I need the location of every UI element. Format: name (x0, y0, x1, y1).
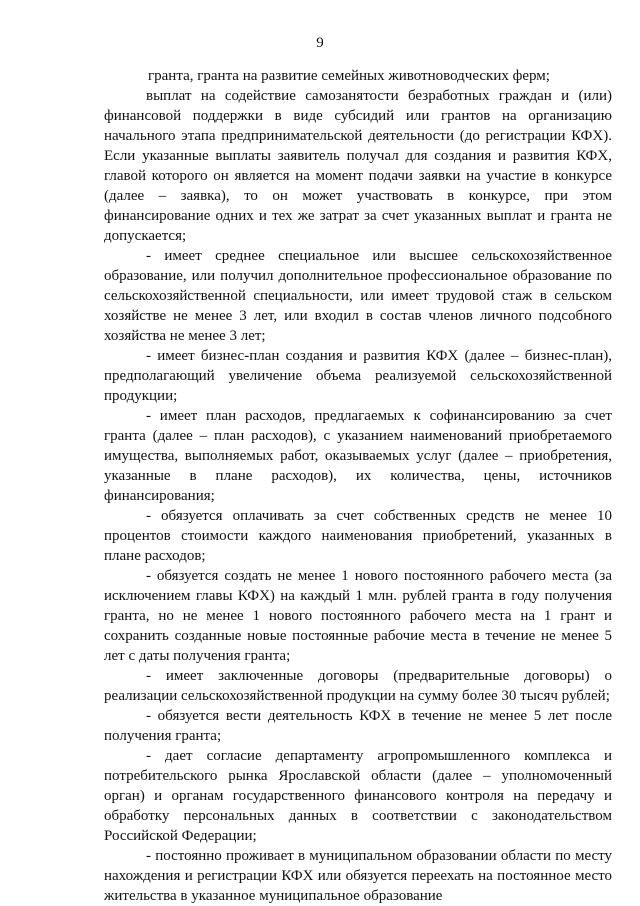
document-body (104, 66, 612, 906)
paragraph: - обязуется оплачивать за счет собственных средств не менее 10 процентов стоимости каждого наименования приобретений, указанных в плане расходов; (104, 508, 612, 564)
paragraph: - обязуется создать не менее 1 нового постоянного рабочего места (за исключением главы КФХ) на каждый 1 млн. рублей гранта в году получения гранта, но не менее 1 нового постоянного рабочего места на 1 грант и сохранить созданные новые постоянные рабочие места в течение не менее 5 лет с даты получения гранта; (104, 568, 612, 664)
paragraph: - имеет план расходов, предлагаемых к софинансированию за счет гранта (далее – план расходов), с указанием наименований приобретаемого имущества, выполняемых работ, оказываемых услуг (далее – приобретения, указанные в плане расходов), их количества, цены, источников финансирования; (104, 408, 612, 504)
paragraph: - обязуется вести деятельность КФХ в течение не менее 5 лет после получения гранта; (104, 708, 612, 744)
paragraph: - дает согласие департаменту агропромышленного комплекса и потребительского рынка Ярославской области (далее – уполномоченный орган) и органам государственного финансового контроля на передачу и обработку персональных данных в соответствии с законодательством Российской Федерации; (104, 748, 612, 844)
paragraph: гранта, гранта на развитие семейных животноводческих ферм; (148, 68, 550, 84)
paragraph: - имеет среднее специальное или высшее сельскохозяйственное образование, или получил дополнительное профессиональное образование по сельскохозяйственной специальности, или имеет трудовой стаж в сельском хозяйстве не менее 3 лет, или входил в состав членов личного подсобного хозяйства не менее 3 лет; (104, 248, 612, 344)
paragraph: выплат на содействие самозанятости безработных граждан и (или) финансовой поддержки в виде субсидий или грантов на организацию начального этапа предпринимательской деятельности (до регистрации КФХ). Если указанные выплаты заявитель получал для создания и развития КФХ, главой которого он является на момент подачи заявки на участие в конкурсе (далее – заявка), то он может участвовать в конкурсе, при этом финансирование одних и тех же затрат за счет указанных выплат и гранта не допускается; (104, 88, 612, 244)
page-number: 9 (316, 35, 324, 51)
paragraph: - имеет заключенные договоры (предварительные договоры) о реализации сельскохозяйственной продукции на сумму более 30 тысяч рублей; (104, 668, 612, 704)
paragraph: - имеет бизнес-план создания и развития КФХ (далее – бизнес-план), предполагающий увеличение объема реализуемой сельскохозяйственной продукции; (104, 348, 612, 404)
paragraph: - постоянно проживает в муниципальном образовании области по месту нахождения и регистрации КФХ или обязуется переехать на постоянное место жительства в указанное муниципальное образование (104, 848, 612, 904)
